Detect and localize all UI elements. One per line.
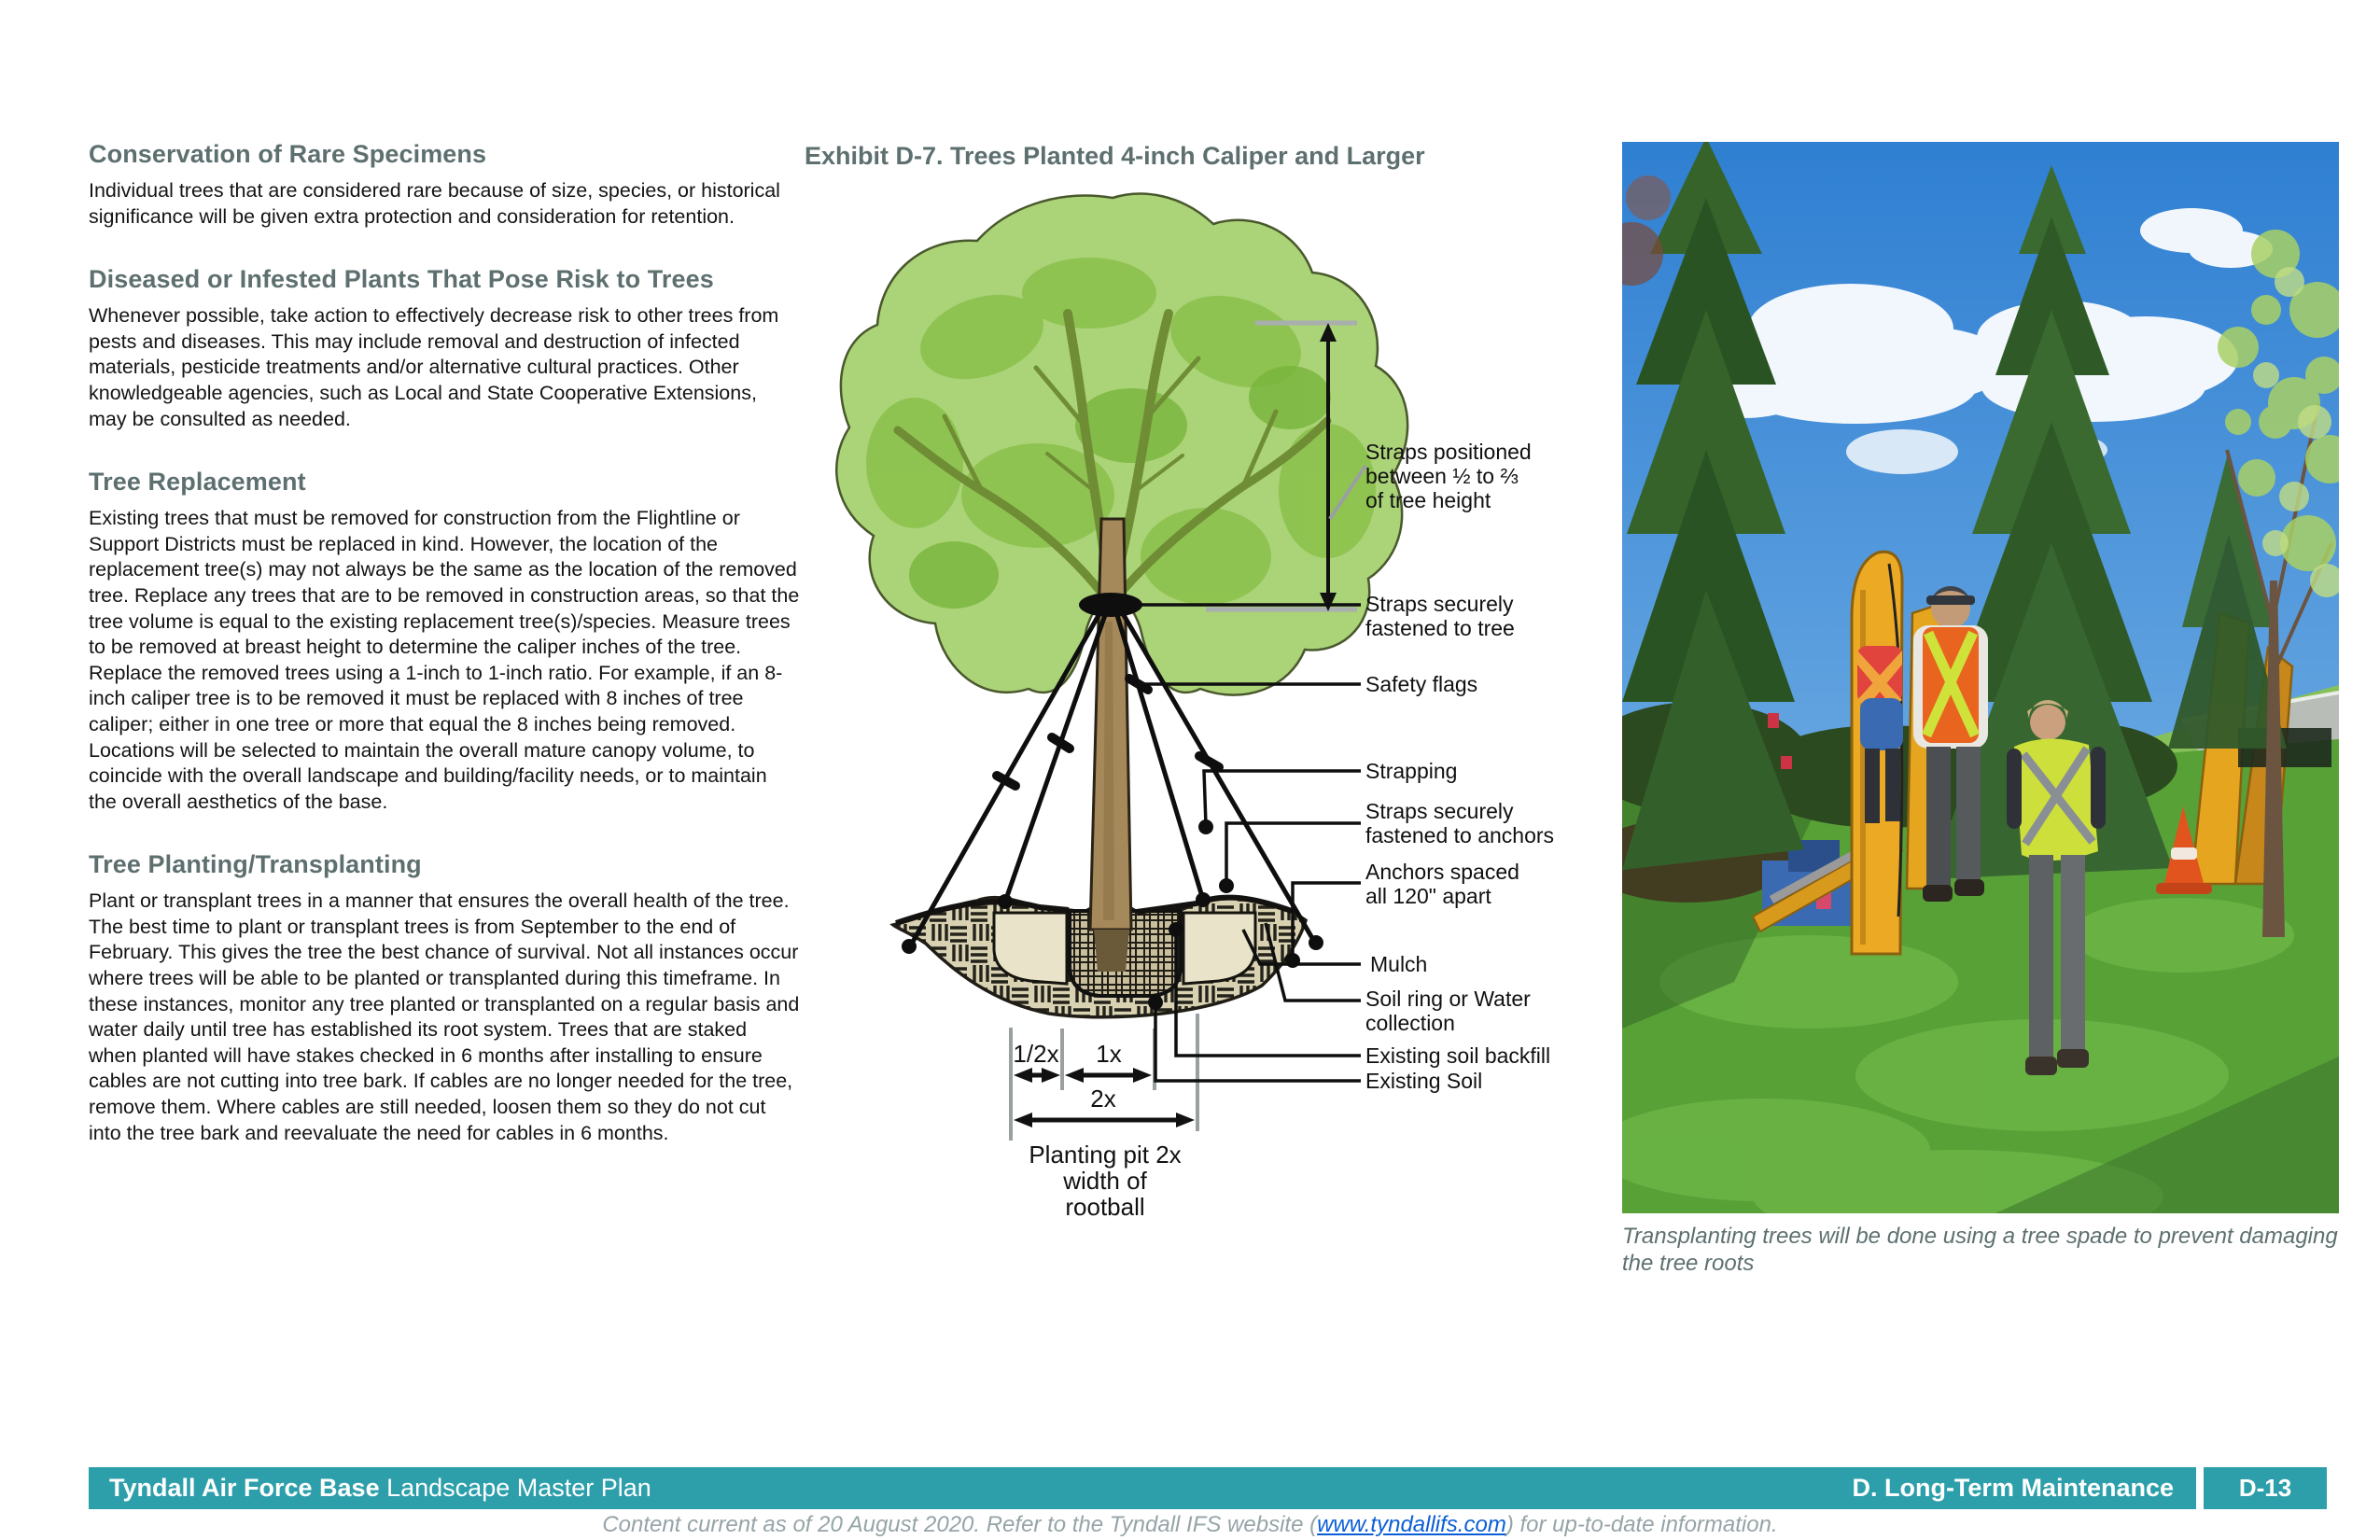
label-soil-ring: Soil ring or Water collection	[1365, 987, 1531, 1035]
footer-brand	[109, 1467, 651, 1509]
label-existing-soil: Existing Soil	[1365, 1069, 1483, 1093]
section-heading: Conservation of Rare Specimens	[89, 140, 487, 168]
section-body: Individual trees that are considered rare because of size, species, or historical significance will be given extra protection and consideration for retention.	[89, 179, 780, 228]
label-straps-positioned: Straps positioned between ½ to ⅔ of tree height	[1365, 440, 1532, 512]
section-tree-planting	[89, 850, 800, 1146]
footer-section: D. Long-Term Maintenance	[1852, 1474, 2174, 1502]
water-collection-pocket	[1183, 913, 1255, 984]
section-body: Whenever possible, take action to effectively decrease risk to other trees from pests and diseases. This may include removal and destruction of infected materials, pesticide treatments and/or alternative cultural practices. Other knowledgeable agencies, such as Local and State Cooperative Extensions, may be consulted as needed.	[89, 304, 779, 430]
photo-caption: Transplanting trees will be done using a tree spade to prevent damaging the tree roots	[1622, 1224, 2338, 1276]
page-number-badge: D-13	[2204, 1467, 2327, 1509]
footer-bar	[89, 1467, 2196, 1509]
footer-note	[0, 1512, 2380, 1538]
water-collection-pocket	[994, 913, 1067, 984]
photo-illustration	[1622, 142, 2339, 1213]
pit-note-line: rootball	[1065, 1193, 1145, 1221]
text-column	[89, 140, 800, 1146]
exhibit-title: Exhibit D-7. Trees Planted 4-inch Caliper and Larger	[805, 142, 1425, 170]
section-conservation	[89, 140, 800, 230]
label-straps-fastened-anchors: Straps securely fastened to anchors	[1365, 799, 1555, 847]
section-diseased-plants	[89, 265, 800, 432]
label-anchors-spaced: Anchors spaced all 120" apart	[1365, 860, 1519, 908]
label-mulch: Mulch	[1370, 952, 1428, 976]
label-existing-soil-backfill: Existing soil backfill	[1365, 1043, 1551, 1068]
dim-one-x: 1x	[1096, 1040, 1122, 1068]
label-safety-flags: Safety flags	[1365, 672, 1478, 696]
label-straps-fastened-tree: Straps securely fastened to tree	[1365, 592, 1515, 640]
dim-half-x: 1/2x	[1013, 1040, 1059, 1068]
pit-note-line: width of	[1063, 1167, 1147, 1195]
tree-planting-diagram	[805, 183, 1626, 1260]
trunk-strap-band	[1079, 593, 1142, 617]
section-heading: Tree Planting/Transplanting	[89, 850, 422, 879]
label-strapping: Strapping	[1365, 759, 1458, 783]
pit-note-line: Planting pit 2x	[1029, 1141, 1182, 1169]
dim-two-x: 2x	[1090, 1085, 1116, 1113]
section-heading: Tree Replacement	[89, 468, 306, 497]
section-tree-replacement	[89, 468, 800, 815]
footer-note-prefix: Content current as of 20 August 2020. Refer to the Tyndall IFS website (	[602, 1512, 1318, 1537]
footer-brand-bold: Tyndall Air Force Base	[109, 1474, 380, 1502]
section-body: Plant or transplant trees in a manner that ensures the overall health of the tree. The best time to plant or transplant trees is from September to the end of February. This gives the tree the best chance of survival. Not all instances occur where trees will be able to be planted or transplanted during this timeframe. In these instances, monitor any tree planted or transplanted on a regular basis and water daily until tree has established its root system. Trees that are staked when planted will have stakes checked in 6 months after installing to ensure cables are not cutting into tree bark. If cables are no longer needed for the tree, remove them. Where cables are still needed, loosen them so they do not cut into the tree bark and reevaluate the need for cables in 6 months.	[89, 889, 800, 1144]
tyndallifs-link[interactable]: www.tyndallifs.com	[1317, 1512, 1506, 1537]
photo-tree-spade	[1622, 142, 2339, 1213]
section-body: Existing trees that must be removed for construction from the Flightline or Support Districts must be replaced in kind. However, the location of the replacement tree(s) may not always be the same as the location of the removed tree. Replace any trees that are to be removed in construction areas, so that the tree volume is equal to the existing replacement tree(s)/species. Measure trees to be removed at breast height to determine the caliper inches of the tree. Replace the removed trees using a 1-inch to 1-inch ratio. For example, if an 8-inch caliper tree is to be removed it must be replaced with 8 inches of tree caliper; either in one tree or more that equal the 8 inches being removed. Locations will be selected to maintain the overall mature canopy volume, to coincide with the overall landscape and building/facility needs, or to maintain the overall aesthetics of the base.	[89, 507, 800, 813]
footer-note-suffix: ) for up-to-date information.	[1505, 1512, 1778, 1537]
tree-diagram-illustration	[805, 183, 1626, 1260]
section-heading: Diseased or Infested Plants That Pose Risk to Trees	[89, 265, 714, 294]
footer-brand-rest: Landscape Master Plan	[386, 1474, 651, 1502]
